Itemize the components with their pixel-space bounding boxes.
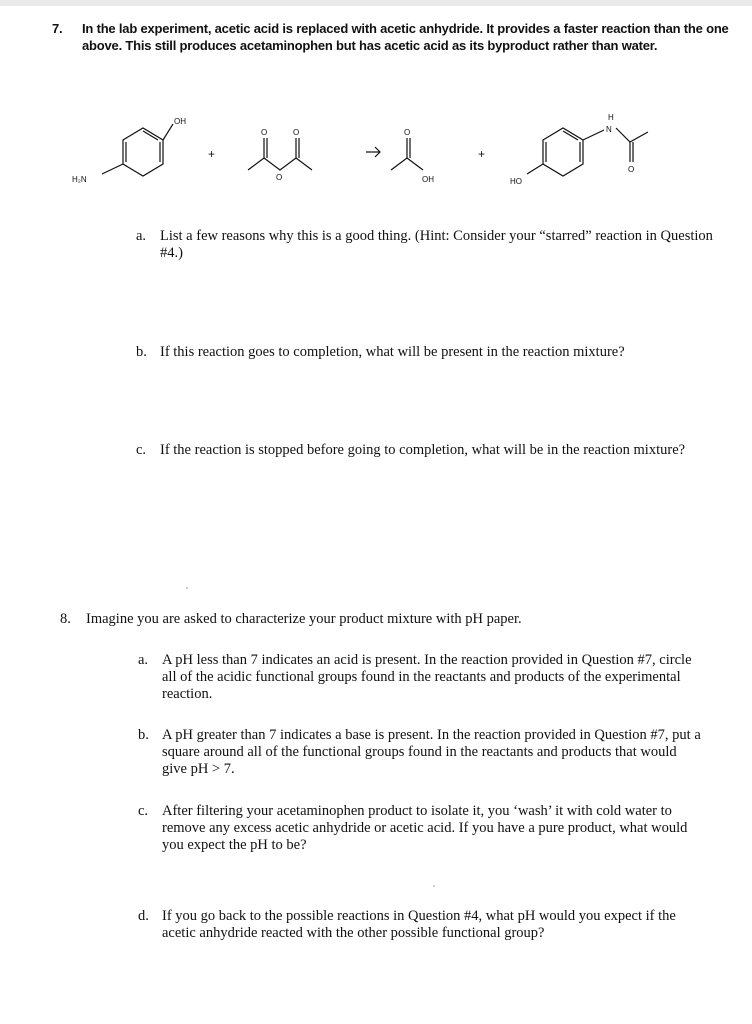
product-n-label: N xyxy=(606,125,612,134)
product-o-label: O xyxy=(628,165,635,174)
item-text: List a few reasons why this is a good thing. (Hint: Consider your “starred” reaction in Question #4.) xyxy=(160,228,713,261)
amine-label: H₂N xyxy=(72,175,87,184)
amine-bond xyxy=(102,164,123,174)
acetaminophen-ring xyxy=(543,128,583,176)
question-7c xyxy=(136,442,716,459)
item-text: If the reaction is stopped before going to completion, what will be in the reaction mixture? xyxy=(160,442,686,458)
question-7a xyxy=(136,228,716,262)
question-8c xyxy=(138,803,703,854)
item-label: b. xyxy=(138,727,149,743)
paper-speck xyxy=(186,587,188,589)
question-7b xyxy=(136,344,716,361)
paper-speck xyxy=(433,885,435,887)
item-label: d. xyxy=(138,908,149,924)
reaction-scheme xyxy=(68,108,688,198)
item-text: If you go back to the possible reactions in Question #4, what pH would you expect if the acetic anhydride reacted with the other possible functional group? xyxy=(162,908,676,941)
item-text: A pH less than 7 indicates an acid is present. In the reaction provided in Question #7, circle all of the acidic functional groups found in the reactants and products of the experimental reaction. xyxy=(162,652,692,702)
item-label: b. xyxy=(136,344,147,360)
top-edge-bar xyxy=(0,0,752,6)
question-number: 8. xyxy=(60,611,71,627)
question-8 xyxy=(60,611,740,628)
item-label: a. xyxy=(136,228,147,244)
amide-chain xyxy=(616,128,648,142)
item-text: If this reaction goes to completion, what will be present in the reaction mixture? xyxy=(160,344,625,360)
anhydride-chain xyxy=(248,158,312,170)
anhydride-o-bridge-label: O xyxy=(276,173,283,182)
hydroxy-bond xyxy=(527,164,543,174)
acid-o-label: O xyxy=(404,128,411,137)
phenol-bond xyxy=(163,124,173,140)
reaction-scheme-drawing xyxy=(68,108,688,198)
acid-oh-label: OH xyxy=(422,175,434,184)
anhydride-o-left-label: O xyxy=(261,128,268,137)
amide-bond xyxy=(583,130,604,140)
question-8b xyxy=(138,727,703,778)
plus-sign-2: + xyxy=(478,147,486,161)
anhydride-o-right-label: O xyxy=(293,128,300,137)
question-number: 7. xyxy=(52,21,63,36)
acetic-acid-chain xyxy=(391,158,423,170)
item-label: c. xyxy=(138,803,149,819)
question-text: In the lab experiment, acetic acid is replaced with acetic anhydride. It provides a faster reaction than the one above. This still produces acetaminophen but has acetic acid as its byproduct rather than water. xyxy=(82,21,729,53)
question-8d xyxy=(138,908,703,942)
item-label: a. xyxy=(138,652,149,668)
plus-sign-1: + xyxy=(208,147,216,161)
item-text: After filtering your acetaminophen product to isolate it, you ‘wash’ it with cold water to remove any excess acetic anhydride or acetic acid. If you have a pure product, what would you expect the pH to be? xyxy=(162,803,688,853)
product-ho-label: HO xyxy=(510,177,522,186)
item-text: A pH greater than 7 indicates a base is present. In the reaction provided in Question #7, put a square around all of the functional groups found in the reactants and products that would give pH > 7. xyxy=(162,727,701,777)
question-text: Imagine you are asked to characterize your product mixture with pH paper. xyxy=(86,611,522,627)
question-7 xyxy=(52,20,742,54)
aminophenol-ring xyxy=(123,128,163,176)
phenol-oh-label: OH xyxy=(174,117,186,126)
product-h-label: H xyxy=(608,113,614,122)
question-8a xyxy=(138,652,703,703)
item-label: c. xyxy=(136,442,147,458)
